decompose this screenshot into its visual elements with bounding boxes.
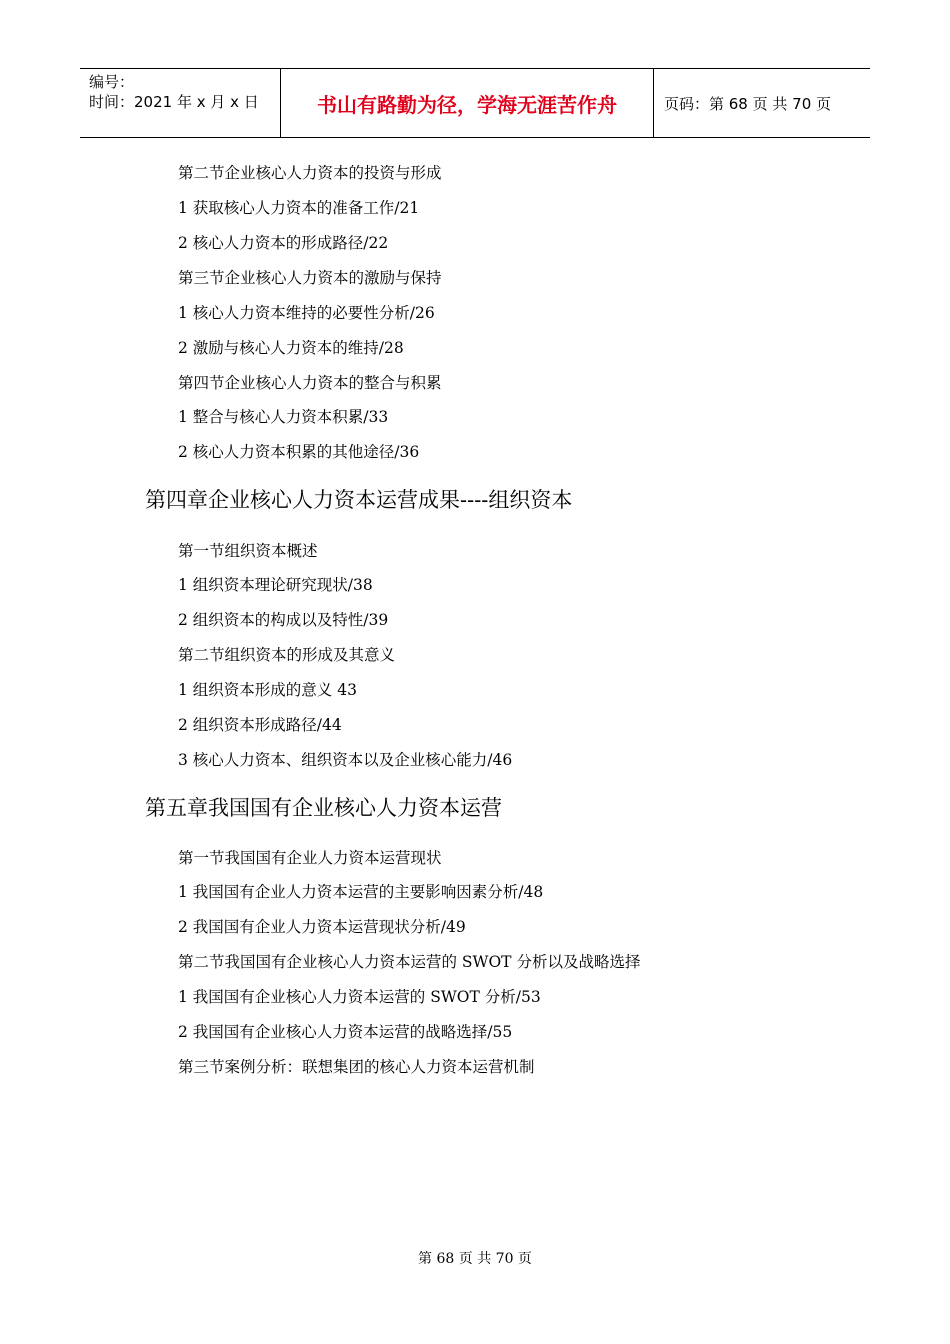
toc-item: 2 激励与核心人力资本的维持/28	[178, 339, 404, 357]
toc-item: 1 我国国有企业人力资本运营的主要影响因素分析/48	[178, 883, 544, 901]
toc-item: 1 组织资本理论研究现状/38	[178, 576, 373, 594]
toc-chapter: 第四章企业核心人力资本运营成果----组织资本	[145, 488, 573, 512]
toc-item: 1 我国国有企业核心人力资本运营的 SWOT 分析/53	[178, 988, 541, 1006]
toc-section: 第三节企业核心人力资本的激励与保持	[178, 269, 442, 287]
header-page-number: 页码：第 68 页 共 70 页	[664, 94, 832, 113]
toc-item: 1 整合与核心人力资本积累/33	[178, 408, 389, 426]
page-header	[80, 68, 870, 138]
toc-item: 1 获取核心人力资本的准备工作/21	[178, 199, 420, 217]
document-date-label: 时间：2021 年 x 月 x 日	[89, 93, 259, 111]
toc-chapter: 第五章我国国有企业核心人力资本运营	[145, 796, 502, 820]
toc-item: 2 核心人力资本积累的其他途径/36	[178, 443, 420, 461]
header-meta	[80, 69, 281, 137]
toc-item: 2 组织资本的构成以及特性/39	[178, 611, 389, 629]
toc-item: 3 核心人力资本、组织资本以及企业核心能力/46	[178, 751, 513, 769]
toc-item: 1 核心人力资本维持的必要性分析/26	[178, 304, 435, 322]
toc-section: 第一节组织资本概述	[178, 542, 318, 560]
toc-item: 2 我国国有企业核心人力资本运营的战略选择/55	[178, 1023, 513, 1041]
toc-section: 第二节企业核心人力资本的投资与形成	[178, 164, 442, 182]
header-motto: 书山有路勤为径，学海无涯苦作舟	[281, 69, 654, 137]
toc-section: 第三节案例分析：联想集团的核心人力资本运营机制	[178, 1058, 535, 1076]
toc-item: 2 我国国有企业人力资本运营现状分析/49	[178, 918, 466, 936]
toc-item: 1 组织资本形成的意义 43	[178, 681, 357, 699]
toc-section: 第四节企业核心人力资本的整合与积累	[178, 374, 442, 392]
toc-section: 第一节我国国有企业人力资本运营现状	[178, 849, 442, 867]
footer-page-number: 第 68 页 共 70 页	[418, 1251, 532, 1267]
toc-item: 2 组织资本形成路径/44	[178, 716, 342, 734]
page-footer	[0, 1248, 950, 1268]
toc-section: 第二节我国国有企业核心人力资本运营的 SWOT 分析以及战略选择	[178, 953, 641, 971]
toc-item: 2 核心人力资本的形成路径/22	[178, 234, 389, 252]
toc-section: 第二节组织资本的形成及其意义	[178, 646, 396, 664]
document-number-label: 编号：	[89, 73, 135, 91]
